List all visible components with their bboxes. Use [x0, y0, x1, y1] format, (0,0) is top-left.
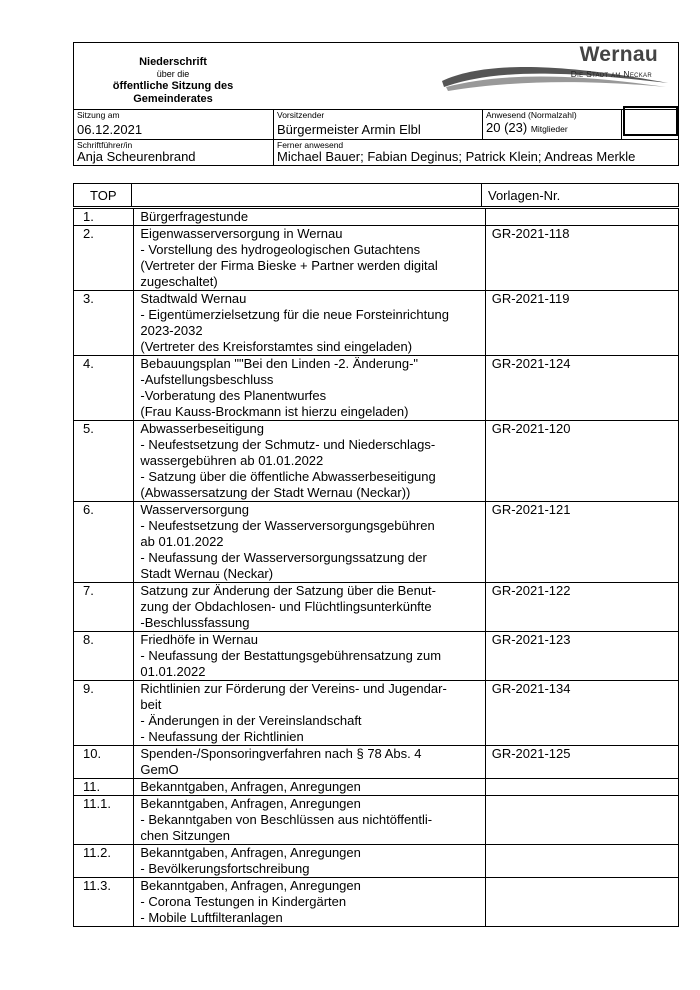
description-line: Bekanntgaben, Anfragen, Anregungen — [140, 878, 361, 893]
agenda-row — [74, 421, 679, 502]
agenda-item-description — [134, 845, 485, 878]
schrift-name: Anja Scheurenbrand — [77, 149, 196, 164]
agenda-item-description — [134, 209, 485, 226]
ferner-label: Ferner anwesend — [277, 140, 344, 150]
header-row-2 — [74, 139, 678, 166]
agenda-item-description — [134, 878, 485, 927]
description-line: zung der Obdachlosen- und Flüchtlingsunterkünfte — [140, 599, 432, 614]
description-line: GemO — [140, 762, 179, 777]
description-line: Stadt Wernau (Neckar) — [140, 566, 274, 581]
anwesend-count: 20 (23) — [486, 120, 528, 135]
agenda-item-reference: GR-2021-125 — [485, 746, 678, 779]
divider — [131, 184, 132, 206]
agenda-item-number: 11.1. — [74, 796, 134, 845]
schrift-cell — [74, 139, 274, 166]
agenda-item-number: 11. — [74, 779, 134, 796]
description-line: - Neufassung der Bestattungsgebührensatzung zum — [140, 648, 442, 663]
description-line: chen Sitzungen — [140, 828, 231, 843]
agenda-item-description — [134, 746, 485, 779]
logo-tagline: Die Stadt am Neckar — [570, 69, 652, 79]
description-line: Stadtwald Wernau — [140, 291, 247, 306]
description-line: - Neufassung der Wasserversorgungssatzung der — [140, 550, 427, 565]
column-vorlagen-nr: Vorlagen-Nr. — [488, 188, 561, 203]
agenda-item-description — [134, 291, 485, 356]
schrift-label: Schriftführer/in — [77, 140, 133, 150]
vorsitz-name: Bürgermeister Armin Elbl — [277, 122, 421, 137]
agenda-item-description — [134, 356, 485, 421]
agenda-header — [73, 183, 679, 207]
agenda-item-number: 1. — [74, 209, 134, 226]
agenda-row — [74, 779, 679, 796]
agenda-item-reference — [485, 845, 678, 878]
description-line: 01.01.2022 — [140, 664, 206, 679]
agenda-body — [74, 209, 679, 927]
description-line: - Neufestsetzung der Wasserversorgungsgebühren — [140, 518, 435, 533]
agenda-item-description — [134, 226, 485, 291]
agenda-item-description — [134, 681, 485, 746]
ferner-names: Michael Bauer; Fabian Deginus; Patrick Klein; Andreas Merkle — [277, 149, 636, 164]
title-line-3: öffentliche Sitzung des — [112, 80, 234, 92]
description-line: wassergebühren ab 01.01.2022 — [140, 453, 324, 468]
agenda-row — [74, 845, 679, 878]
agenda-row — [74, 796, 679, 845]
description-line: 2023-2032 — [140, 323, 203, 338]
agenda-item-reference — [485, 209, 678, 226]
description-line: - Vorstellung des hydrogeologischen Gutachtens — [140, 242, 421, 257]
agenda-row — [74, 583, 679, 632]
description-line: Bekanntgaben, Anfragen, Anregungen — [140, 779, 361, 794]
agenda-row — [74, 681, 679, 746]
protocol-header — [73, 42, 679, 166]
sitzung-label: Sitzung am — [77, 110, 120, 120]
agenda-item-description — [134, 779, 485, 796]
agenda-row — [74, 502, 679, 583]
agenda-item-number: 8. — [74, 632, 134, 681]
anwesend-suffix: Mitglieder — [530, 124, 568, 134]
description-line: - Corona Testungen in Kindergärten — [140, 894, 347, 909]
agenda-item-number: 10. — [74, 746, 134, 779]
agenda-item-number: 11.2. — [74, 845, 134, 878]
agenda-item-description — [134, 421, 485, 502]
agenda-item-number: 6. — [74, 502, 134, 583]
description-line: - Mobile Luftfilteranlagen — [140, 910, 283, 925]
description-line: - Änderungen in der Vereinslandschaft — [140, 713, 362, 728]
agenda-item-reference — [485, 878, 678, 927]
description-line: (Abwassersatzung der Stadt Wernau (Neckar)) — [140, 485, 411, 500]
agenda-item-reference: GR-2021-122 — [485, 583, 678, 632]
agenda-item-number: 9. — [74, 681, 134, 746]
vorsitz-cell — [274, 109, 483, 139]
agenda-item-reference: GR-2021-134 — [485, 681, 678, 746]
highlight-box — [623, 106, 678, 136]
agenda-item-number: 7. — [74, 583, 134, 632]
description-line: -Aufstellungsbeschluss — [140, 372, 274, 387]
sitzung-date: 06.12.2021 — [77, 122, 143, 137]
agenda-item-reference: GR-2021-118 — [485, 226, 678, 291]
anwesend-label: Anwesend (Normalzahl) — [486, 110, 577, 120]
description-line: (Vertreter der Firma Bieske + Partner werden digital — [140, 258, 438, 273]
header-row-1 — [74, 109, 678, 140]
ferner-cell — [274, 139, 680, 166]
description-line: - Bekanntgaben von Beschlüssen aus nichtöffentli- — [140, 812, 433, 827]
description-line: Abwasserbeseitigung — [140, 421, 264, 436]
description-line: Spenden-/Sponsoringverfahren nach § 78 Abs. 4 — [140, 746, 422, 761]
description-line: -Vorberatung des Planentwurfes — [140, 388, 327, 403]
agenda-item-description — [134, 502, 485, 583]
description-line: zugeschaltet) — [140, 274, 218, 289]
agenda-row — [74, 878, 679, 927]
title-line-4: Gemeinderates — [133, 93, 213, 105]
agenda-item-description — [134, 632, 485, 681]
description-line: beit — [140, 697, 162, 712]
agenda-item-reference — [485, 796, 678, 845]
agenda-item-reference: GR-2021-124 — [485, 356, 678, 421]
description-line: Eigenwasserversorgung in Wernau — [140, 226, 343, 241]
description-line: -Beschlussfassung — [140, 615, 250, 630]
document-title — [74, 56, 272, 106]
anwesend-cell — [483, 109, 622, 139]
description-line: Satzung zur Änderung der Satzung über die Benut- — [140, 583, 436, 598]
column-top: TOP — [90, 188, 117, 203]
description-line: Bebauungsplan ""Bei den Linden -2. Änderung-" — [140, 356, 419, 371]
description-line: ab 01.01.2022 — [140, 534, 224, 549]
header-title-area — [74, 43, 678, 110]
agenda-item-number: 5. — [74, 421, 134, 502]
agenda-item-description — [134, 583, 485, 632]
agenda-item-number: 4. — [74, 356, 134, 421]
description-line: - Eigentümerzielsetzung für die neue Forsteinrichtung — [140, 307, 449, 322]
description-line: Bekanntgaben, Anfragen, Anregungen — [140, 796, 361, 811]
agenda-table — [73, 208, 679, 927]
description-line: - Neufestsetzung der Schmutz- und Niederschlags- — [140, 437, 436, 452]
description-line: Bekanntgaben, Anfragen, Anregungen — [140, 845, 361, 860]
agenda-item-reference: GR-2021-119 — [485, 291, 678, 356]
divider — [481, 184, 482, 206]
description-line: - Neufassung der Richtlinien — [140, 729, 304, 744]
agenda-item-number: 2. — [74, 226, 134, 291]
title-line-2: über die — [156, 69, 190, 79]
agenda-item-number: 3. — [74, 291, 134, 356]
anwesend-value — [486, 120, 568, 137]
title-line-1: Niederschrift — [139, 56, 207, 68]
agenda-item-reference: GR-2021-120 — [485, 421, 678, 502]
wernau-logo — [440, 43, 670, 107]
description-line: - Satzung über die öffentliche Abwasserbeseitigung — [140, 469, 436, 484]
description-line: Wasserversorgung — [140, 502, 250, 517]
agenda-row — [74, 291, 679, 356]
description-line: - Bevölkerungsfortschreibung — [140, 861, 310, 876]
vorsitz-label: Vorsitzender — [277, 110, 325, 120]
agenda-row — [74, 746, 679, 779]
logo-name: Wernau — [579, 43, 658, 66]
agenda-item-reference — [485, 779, 678, 796]
description-line: (Frau Kauss-Brockmann ist hierzu eingeladen) — [140, 404, 409, 419]
agenda-row — [74, 226, 679, 291]
description-line: Friedhöfe in Wernau — [140, 632, 258, 647]
description-line: Richtlinien zur Förderung der Vereins- und Jugendar- — [140, 681, 447, 696]
sitzung-cell — [74, 109, 274, 139]
agenda-row — [74, 209, 679, 226]
agenda-item-reference: GR-2021-123 — [485, 632, 678, 681]
description-line: (Vertreter des Kreisforstamtes sind eingeladen) — [140, 339, 413, 354]
agenda-row — [74, 632, 679, 681]
agenda-item-description — [134, 796, 485, 845]
agenda-item-number: 11.3. — [74, 878, 134, 927]
description-line: Bürgerfragestunde — [140, 209, 249, 224]
agenda-item-reference: GR-2021-121 — [485, 502, 678, 583]
agenda-row — [74, 356, 679, 421]
